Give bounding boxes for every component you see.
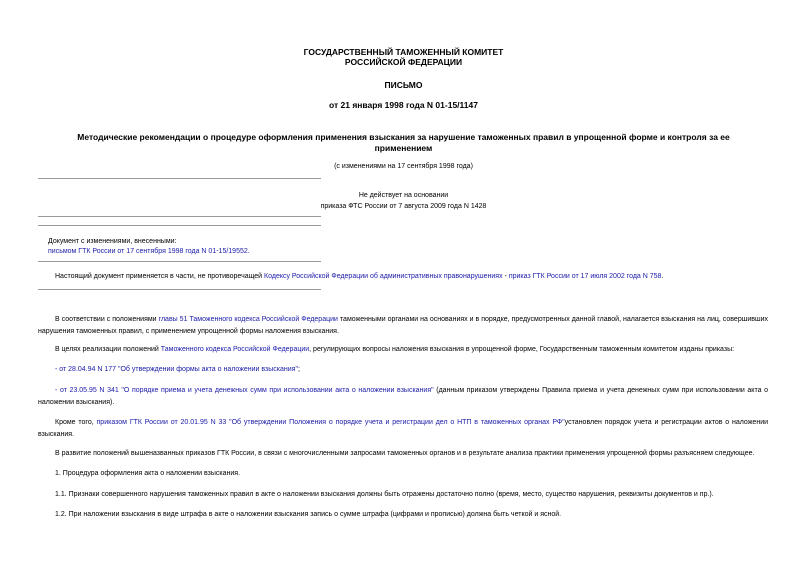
- paragraph-text: , регулирующих вопросы наложения взыскания в упрощенной форме, Государственным таможенным комитетом изданы приказы:: [309, 346, 735, 353]
- order-758-link[interactable]: приказ ГТК России от 17 июля 2002 года N 758: [508, 273, 662, 280]
- paragraph-6: В развитие положений вышеназванных приказов ГТК России, в связи с многочисленными запросами таможенных органов и в результате анализа практики применения упрощенной формы разъясняем следующее.: [55, 450, 755, 457]
- applicability-text: Настоящий документ применяется в части, не противоречащей: [55, 273, 265, 280]
- divider: [38, 178, 321, 179]
- paragraph-9: 1.2. При наложении взыскания в виде штрафа в акте о наложении взыскания запись о сумме штрафа (цифрами и прописью) должна быть четкой и ясной.: [55, 511, 562, 518]
- customs-code-link[interactable]: Таможенного кодекса Российской Федерации: [160, 346, 310, 353]
- divider: [38, 289, 321, 290]
- document-type: ПИСЬМО: [384, 80, 423, 90]
- changes-note: (с изменениями на 17 сентября 1998 года): [334, 163, 473, 170]
- amendments-label: Документ с изменениями, внесенными:: [48, 238, 177, 245]
- paragraph-text: установлен порядок учета и регистрации актов о наложении взыскания.: [38, 419, 769, 438]
- paragraph-text: Кроме того,: [55, 419, 97, 426]
- order-177-link[interactable]: - от 28.04.94 N 177 "Об утверждении формы акта о наложении взыскания": [55, 366, 298, 373]
- paragraph-5: [38, 417, 768, 441]
- paragraph-text: (данным приказом утверждены Правила приема и учета денежных сумм при использовании акта о наложении взыскания).: [38, 387, 768, 406]
- document-title-line-2: применением: [374, 143, 433, 153]
- order-33-link[interactable]: приказом ГТК России от 20.01.95 N 33 "Об утверждении Положения о порядке учета и регистрации дел о НТП в таможенных органах РФ": [96, 419, 565, 426]
- paragraph-3: [38, 364, 768, 376]
- order-341-link[interactable]: - от 23.05.95 N 341 "О порядке приема и учета денежных сумм при использовании акта о наложении взыскания": [55, 387, 434, 394]
- applicability-end: .: [661, 273, 664, 280]
- paragraph-text: В целях реализации положений: [55, 346, 161, 353]
- issuer-line-2: РОССИЙСКОЙ ФЕДЕРАЦИИ: [344, 57, 463, 67]
- status-link[interactable]: приказа ФТС России от 7 августа 2009 года N 1428: [320, 203, 487, 210]
- paragraph-text: таможенными органами на основаниях и в порядке, предусмотренных данной главой, налагается взыскания на лиц, совершивших нарушения таможенных правил, с применением упрощенной формы наложения взыскания.: [38, 316, 768, 335]
- paragraph-4: [38, 385, 768, 409]
- divider: [38, 225, 321, 226]
- paragraph-1: [38, 314, 768, 338]
- issuer-line-1: ГОСУДАРСТВЕННЫЙ ТАМОЖЕННЫЙ КОМИТЕТ: [303, 47, 504, 57]
- paragraph-2: [38, 344, 768, 356]
- customs-code-ch51-link[interactable]: главы 51 Таможенного кодекса Российской Федерации: [158, 316, 338, 323]
- koap-link[interactable]: Кодексу Российской Федерации об административных правонарушениях: [264, 273, 503, 280]
- divider: [38, 261, 321, 262]
- paragraph-text: В соответствии с положениями: [55, 316, 159, 323]
- paragraph-text: ;: [297, 366, 300, 373]
- document-date-number: от 21 января 1998 года N 01-15/1147: [329, 100, 478, 110]
- divider: [38, 216, 321, 217]
- applicability-note: [55, 272, 775, 282]
- applicability-separator: -: [502, 273, 509, 280]
- paragraph-8: 1.1. Признаки совершенного нарушения таможенных правил в акте о наложении взыскания должны быть отражены достаточно полно (время, место, существо нарушения, реквизиты документов и пр.).: [55, 491, 714, 498]
- amendments-link[interactable]: письмом ГТК России от 17 сентября 1998 года N 01-15/19552.: [48, 248, 250, 255]
- document-title-line-1: Методические рекомендации о процедуре оформления применения взыскания за нарушение таможенных правил в упрощенной форме и контроля за ее: [77, 132, 730, 142]
- status-text: Не действует на основании: [358, 192, 449, 199]
- paragraph-7: 1. Процедура оформления акта о наложении взыскания.: [55, 470, 241, 477]
